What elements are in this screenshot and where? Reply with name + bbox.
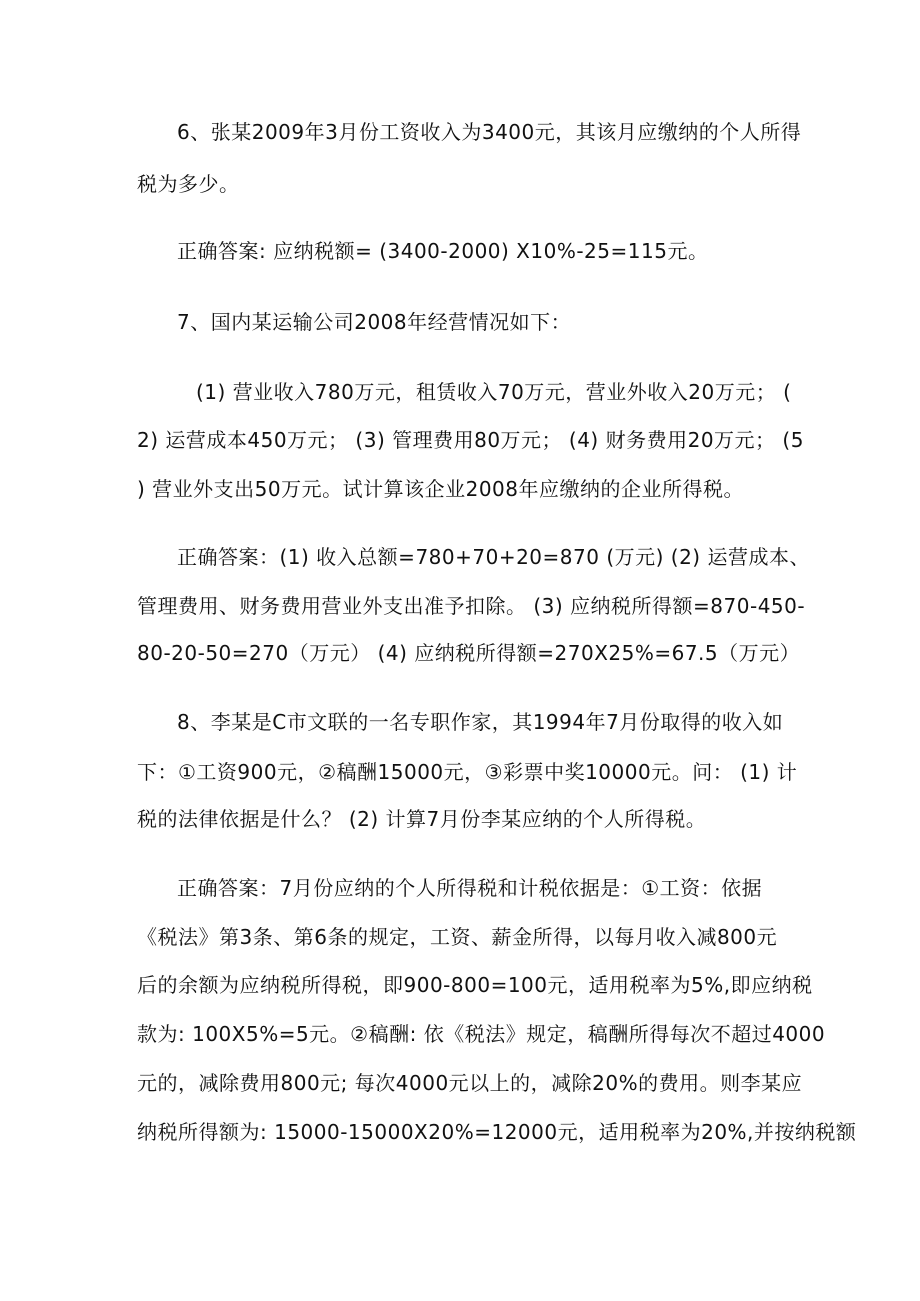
q8-answer-line-4: 款为: 100X5%=5元。②稿酬: 依《税法》规定，稿酬所得每次不超过4000 bbox=[137, 1022, 826, 1046]
q8-line-1: 8、李某是C市文联的一名专职作家，其1994年7月份取得的收入如 bbox=[177, 710, 784, 734]
q8-answer-line-1: 正确答案：7月份应纳的个人所得税和计税依据是：①工资：依据 bbox=[177, 876, 763, 900]
q6-answer: 正确答案: 应纳税额= (3400-2000) X10%-25=115元。 bbox=[177, 239, 709, 263]
q6-line-2: 税为多少。 bbox=[137, 172, 240, 196]
q8-answer-line-6: 纳税所得额为: 15000-15000X20%=12000元，适用税率为20%,并按纳税额 bbox=[137, 1120, 857, 1144]
q8-line-2: 下：①工资900元，②稿酬15000元，③彩票中奖10000元。问： (1) 计 bbox=[137, 760, 798, 784]
q7-line-1: (1) 营业收入780万元，租赁收入70万元，营业外收入20万元； ( bbox=[196, 380, 792, 404]
q7-answer-line-2: 管理费用、财务费用营业外支出准予扣除。 (3) 应纳税所得额=870-450- bbox=[137, 594, 806, 618]
q8-line-3: 税的法律依据是什么？ (2) 计算7月份李某应纳的个人所得税。 bbox=[137, 807, 707, 831]
q7-intro: 7、国内某运输公司2008年经营情况如下： bbox=[177, 310, 572, 334]
q7-line-3: ) 营业外支出50万元。试计算该企业2008年应缴纳的企业所得税。 bbox=[137, 477, 745, 501]
q7-line-2: 2) 运营成本450万元； (3) 管理费用80万元； (4) 财务费用20万元； (5 bbox=[137, 428, 804, 452]
q8-answer-line-2: 《税法》第3条、第6条的规定，工资、薪金所得，以每月收入减800元 bbox=[137, 925, 778, 949]
q8-answer-line-3: 后的余额为应纳税所得税，即900-800=100元，适用税率为5%,即应纳税 bbox=[137, 973, 813, 997]
q6-line-1: 6、张某2009年3月份工资收入为3400元，其该月应缴纳的个人所得 bbox=[177, 120, 802, 144]
q7-answer-line-1: 正确答案：(1) 收入总额=780+70+20=870 (万元) (2) 运营成本、 bbox=[177, 545, 810, 569]
q8-answer-line-5: 元的，减除费用800元; 每次4000元以上的，减除20%的费用。则李某应 bbox=[137, 1071, 803, 1095]
q7-answer-line-3: 80-20-50=270（万元） (4) 应纳税所得额=270X25%=67.5（万元） bbox=[137, 641, 801, 665]
